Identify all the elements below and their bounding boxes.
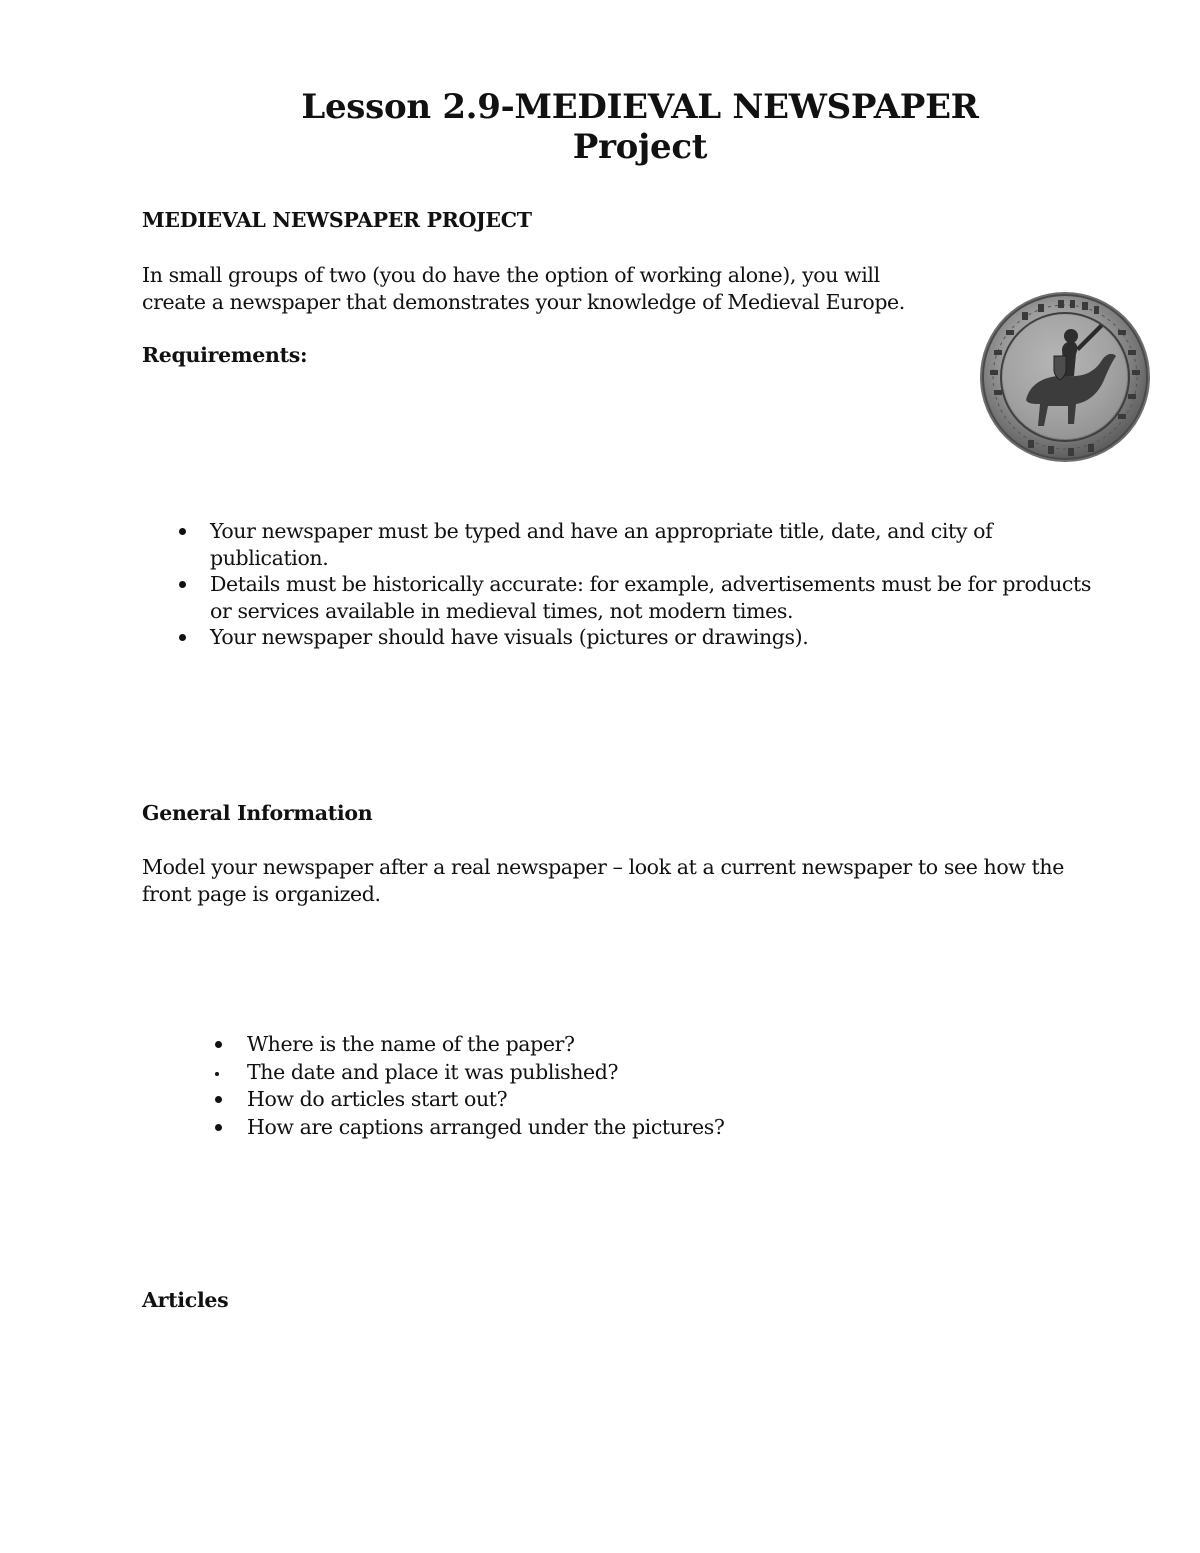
- list-item: Your newspaper should have visuals (pictures or drawings).: [210, 624, 1140, 651]
- requirements-heading: Requirements:: [142, 343, 308, 367]
- bullet-icon: [215, 1124, 222, 1131]
- intro-line-2: create a newspaper that demonstrates your knowledge of Medieval Europe.: [142, 289, 905, 314]
- articles-heading: Articles: [142, 1288, 229, 1312]
- requirements-list: [210, 518, 1140, 651]
- project-heading: MEDIEVAL NEWSPAPER PROJECT: [142, 208, 532, 232]
- bullet-icon: [179, 528, 186, 535]
- list-item: The date and place it was published?: [247, 1059, 1127, 1086]
- medieval-seal-image: [978, 290, 1152, 464]
- bullet-icon: [215, 1072, 219, 1076]
- list-item: Details must be historically accurate: for example, advertisements must be for products or services available in medieval times, not modern times.: [210, 571, 1140, 624]
- list-item: Where is the name of the paper?: [247, 1031, 1127, 1058]
- general-paragraph: [142, 854, 1064, 907]
- bullet-icon: [215, 1096, 222, 1103]
- bullet-icon: [179, 634, 186, 641]
- list-item: How do articles start out?: [247, 1086, 1127, 1113]
- page-title-line-2: Project: [572, 127, 708, 167]
- intro-line-1: In small groups of two (you do have the option of working alone), you will: [142, 263, 880, 287]
- bullet-icon: [179, 581, 186, 588]
- general-questions-list: [247, 1031, 1127, 1141]
- page-title-line-1: Lesson 2.9-MEDIEVAL NEWSPAPER: [301, 87, 979, 127]
- general-information-heading: General Information: [142, 801, 373, 825]
- list-item: How are captions arranged under the pictures?: [247, 1114, 1127, 1141]
- general-line-2: front page is organized.: [142, 881, 381, 906]
- intro-paragraph: [142, 262, 905, 315]
- general-line-1: Model your newspaper after a real newspaper – look at a current newspaper to see how the: [142, 855, 1064, 879]
- bullet-icon: [215, 1041, 222, 1048]
- list-item: Your newspaper must be typed and have an appropriate title, date, and city of publication.: [210, 518, 1140, 571]
